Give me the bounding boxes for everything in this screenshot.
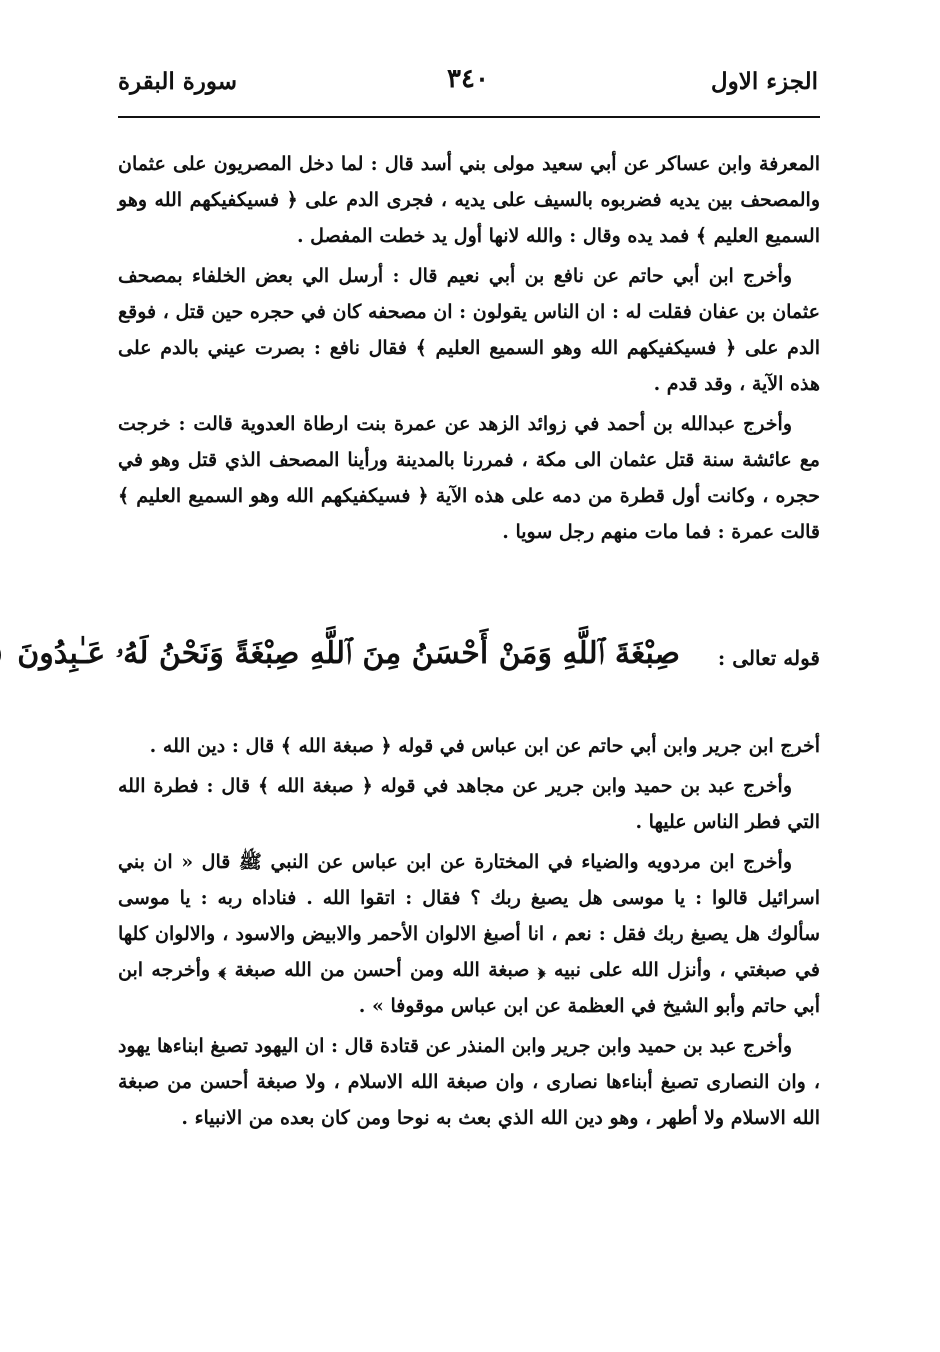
page-number: ٣٤٠: [447, 64, 489, 94]
surah-title: سورة البقرة: [118, 68, 238, 95]
paragraph: وأخرج عبد بن حميد وابن جرير عن مجاهد في قوله ﴿ صبغة الله ﴾ قال : فطرة الله التي فطر الناس عليها .: [118, 775, 820, 833]
verse-intro: قوله تعالى :: [717, 646, 820, 670]
part-title: الجزء الاول: [710, 68, 818, 95]
page-header: [118, 62, 818, 106]
verse-number-marker: [0, 641, 1, 669]
paragraph: وأخرج ابن أبي حاتم عن نافع بن أبي نعيم قال : أرسل الي بعض الخلفاء بمصحف عثمان بن عفان فقلت له : ان الناس يقولون : ان مصحفه كان في حجره حين قتل ، فوقع الدم على ﴿ فسيكفيكهم الله وهو السميع العليم ﴾ فقال نافع : بصرت عيني بالدم على هذه الآية ، وقد قدم .: [118, 265, 820, 395]
quran-verse: [0, 636, 680, 671]
paragraph: وأخرج ابن مردويه والضياء في المختارة عن ابن عباس عن النبي ﷺ قال « ان بني اسرائيل قالوا : يا موسى هل يصبغ ربك ؟ فقال : اتقوا الله . فناداه ربه : يا موسى سألوك هل يصبغ ربك فقل : نعم ، انا أصبغ الالوان الأحمر والابيض والاسود ، والالوان كلها في صبغتي ، وأنزل الله على نبيه ﴿ صبغة الله ومن أحسن من الله صبغة ﴾ وأخرجه ابن أبي حاتم وأبو الشيخ في العظمة عن ابن عباس موقوفا » .: [118, 851, 820, 1017]
header-rule: [118, 116, 820, 118]
paragraph: أخرج ابن جرير وابن أبي حاتم عن ابن عباس في قوله ﴿ صبغة الله ﴾ قال : دين الله .: [149, 735, 820, 757]
verse-heading: [17, 632, 820, 688]
verse-text: صِبْغَةَ ٱللَّهِ وَمَنْ أَحْسَنُ مِنَ ٱللَّهِ صِبْغَةً وَنَحْنُ لَهُۥ عَـٰبِدُونَ: [17, 636, 680, 671]
text-block-top: [118, 146, 820, 554]
paragraph: وأخرج عبدالله بن أحمد في زوائد الزهد عن عمرة بنت ارطاة العدوية قالت : خرجت مع عائشة سنة قتل عثمان الى مكة ، فمررنا بالمدينة ورأينا المصحف الذي قتل وهو في حجره ، وكانت أول قطرة من دمه على هذه الآية ﴿ فسيكفيكهم الله وهو السميع العليم ﴾ قالت عمرة : فما مات منهم رجل سويا .: [118, 413, 820, 543]
paragraph: المعرفة وابن عساكر عن أبي سعيد مولى بني أسد قال : لما دخل المصريون على عثمان والمصحف بين يديه فضربوه بالسيف على يديه ، فجرى الدم على ﴿ فسيكفيكهم الله وهو السميع العليم ﴾ فمد يده وقال : والله لانها أول يد خطت المفصل .: [118, 153, 820, 247]
text-block-bottom: [118, 728, 820, 1140]
paragraph: وأخرج عبد بن حميد وابن جرير وابن المنذر عن قتادة قال : ان اليهود تصبغ ابناءها يهود ، وان النصارى تصبغ أبناءها نصارى ، وان صبغة الله الاسلام ، ولا صبغة أحسن من صبغة الله الاسلام ولا أطهر ، وهو دين الله الذي بعث به نوحا ومن كان بعده من الانبياء .: [118, 1035, 820, 1129]
